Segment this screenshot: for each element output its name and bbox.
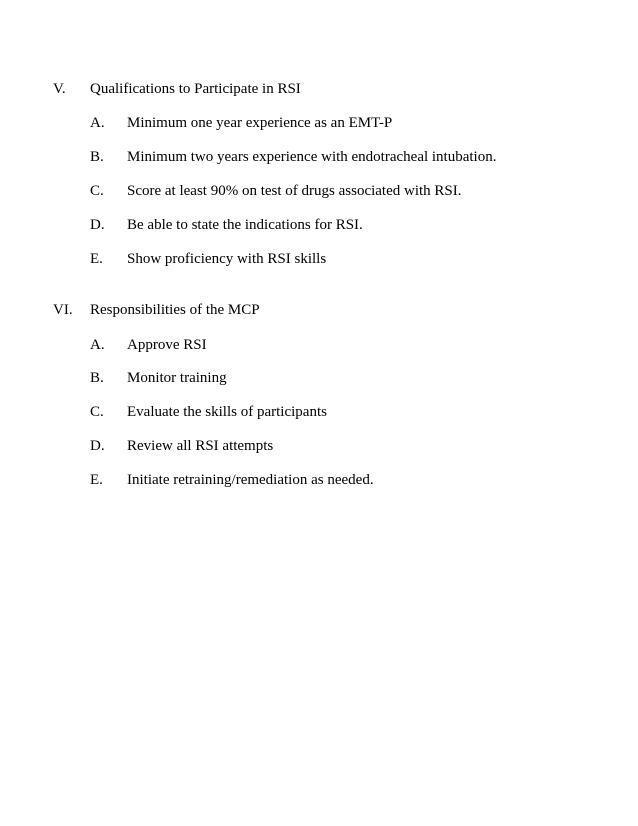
section-title: Responsibilities of the MCP — [90, 302, 260, 318]
section-title: Qualifications to Participate in RSI — [90, 81, 301, 97]
section-heading — [0, 300, 638, 320]
list-item-text: Review all RSI attempts — [127, 438, 274, 454]
list-item — [0, 181, 638, 201]
list-item-letter: B. — [90, 370, 104, 386]
list-item — [0, 368, 638, 388]
list-item — [0, 335, 638, 355]
list-item-text: Minimum two years experience with endotracheal intubation. — [127, 149, 497, 165]
list-item-text: Be able to state the indications for RSI. — [127, 217, 363, 233]
section-numeral: V. — [53, 81, 66, 97]
list-item-letter: B. — [90, 149, 104, 165]
section-numeral: VI. — [53, 302, 73, 318]
list-item — [0, 215, 638, 235]
list-item-text: Show proficiency with RSI skills — [127, 251, 327, 267]
list-item-letter: A. — [90, 337, 105, 353]
list-item-letter: D. — [90, 438, 105, 454]
list-item-letter: C. — [90, 183, 104, 199]
list-item-letter: E. — [90, 472, 103, 488]
list-item-letter: E. — [90, 251, 103, 267]
list-item — [0, 147, 638, 167]
list-item-text: Score at least 90% on test of drugs associated with RSI. — [127, 183, 462, 199]
list-item-letter: A. — [90, 115, 105, 131]
list-item-text: Evaluate the skills of participants — [127, 404, 327, 420]
list-item-text: Monitor training — [127, 370, 227, 386]
list-item-letter: D. — [90, 217, 105, 233]
list-item — [0, 402, 638, 422]
list-item-text: Minimum one year experience as an EMT-P — [127, 115, 393, 131]
list-item — [0, 436, 638, 456]
list-item-text: Approve RSI — [127, 337, 207, 353]
list-item-letter: C. — [90, 404, 104, 420]
section-heading — [0, 79, 638, 99]
list-item — [0, 470, 638, 490]
list-item — [0, 249, 638, 269]
list-item-text: Initiate retraining/remediation as needed. — [127, 472, 374, 488]
list-item — [0, 113, 638, 133]
